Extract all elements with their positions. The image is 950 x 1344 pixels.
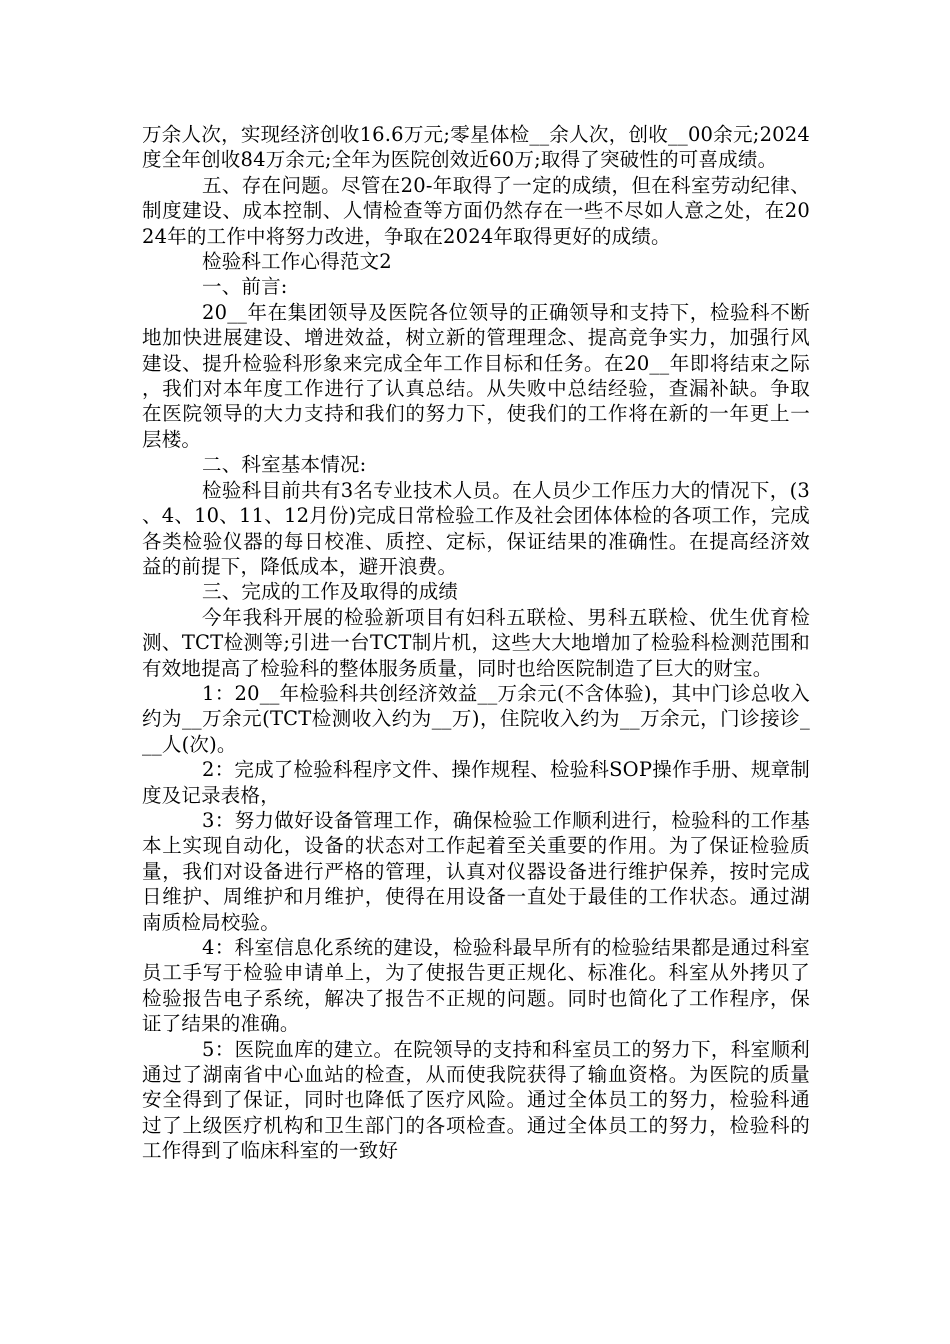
section-title: 检验科工作心得范文2: [202, 250, 392, 274]
heading-department-overview: 二、科室基本情况:: [202, 453, 367, 477]
paragraph-preface: 20__年在集团领导及医院各位领导的正确领导和支持下，检验科不断地加快进展建设、增进效益，树立新的管理理念、提高竞争实力，加强行风建设、提升检验科形象来完成全年工作目标和任务。在20__年即将结束之际，我们对本年度工作进行了认真总结。从失败中总结经验，查漏补缺。争取在医院领导的大力支持和我们的努力下，使我们的工作将在新的一年更上一层楼。: [142, 300, 810, 451]
paragraph-new-projects: 今年我科开展的检验新项目有妇科五联检、男科五联检、优生优育检测、TCT检测等;引进一台TCT制片机，这些大大地增加了检验科检测范围和有效地提高了检验科的整体服务质量，同时也给医院制造了巨大的财宝。: [142, 605, 810, 680]
list-item-1: 1：20__年检验科共创经济效益__万余元(不含体验)，其中门诊总收入约为__万余元(TCT检测收入约为__万)，住院收入约为__万余元，门诊接诊___人(次)。: [142, 681, 810, 756]
list-item-5: 5：医院血库的建立。在院领导的支持和科室员工的努力下，科室顺利通过了湖南省中心血站的检查，从而使我院获得了输血资格。为医院的质量安全得到了保证，同时也降低了医疗风险。通过全体员工的努力，检验科通过了上级医疗机构和卫生部门的各项检查。通过全体员工的努力，检验科的工作得到了临床科室的一致好: [142, 1037, 810, 1163]
paragraph-2: 五、存在问题。尽管在20-年取得了一定的成绩，但在科室劳动纪律、制度建设、成本控制、人情检查等方面仍然存在一些不尽如人意之处，在2024年的工作中将努力改进，争取在2024年取得更好的成绩。: [142, 173, 810, 248]
document-page: [142, 122, 810, 1164]
list-item-4: 4：科室信息化系统的建设，检验科最早所有的检验结果都是通过科室员工手写于检验申请单上，为了使报告更正规化、标准化。科室从外拷贝了检验报告电子系统，解决了报告不正规的问题。同时也简化了工作程序，保证了结果的准确。: [142, 936, 810, 1036]
paragraph-department-overview: 检验科目前共有3名专业技术人员。在人员少工作压力大的情况下，(3、4、10、11、12月份)完成日常检验工作及社会团体体检的各项工作，完成各类检验仪器的每日校准、质控、定标，保证结果的准确性。在提高经济效益的前提下，降低成本，避开浪费。: [142, 478, 810, 578]
list-item-2: 2：完成了检验科程序文件、操作规程、检验科SOP操作手册、规章制度及记录表格，: [142, 758, 810, 807]
paragraph-1: 万余人次，实现经济创收16.6万元;零星体检__余人次，创收__00余元;2024度全年创收84万余元;全年为医院创效近60万;取得了突破性的可喜成绩。: [142, 123, 810, 172]
list-item-3: 3：努力做好设备管理工作，确保检验工作顺利进行，检验科的工作基本上实现自动化，设备的状态对工作起着至关重要的作用。为了保证检验质量，我们对设备进行严格的管理，认真对仪器设备进行维护保养，按时完成日维护、周维护和月维护，使得在用设备一直处于最佳的工作状态。通过湖南质检局校验。: [142, 808, 810, 934]
heading-preface: 一、前言:: [202, 275, 288, 299]
heading-achievements: 三、完成的工作及取得的成绩: [202, 580, 459, 604]
